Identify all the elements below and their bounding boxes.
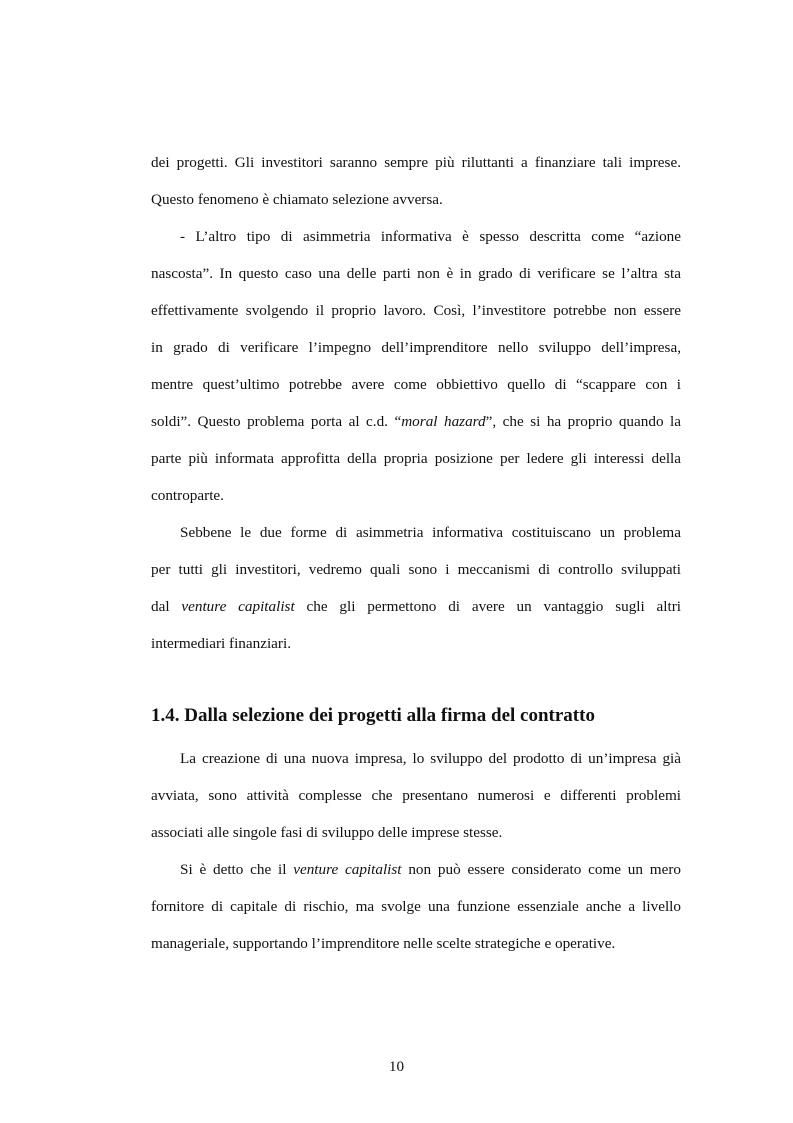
text-segment: ”, che si ha proprio quando la <box>485 413 681 430</box>
text-line <box>151 588 681 625</box>
text-line <box>151 851 681 888</box>
text-segment: Si è detto che il <box>180 861 294 878</box>
text-line: manageriale, supportando l’imprenditore nelle scelte strategiche e operative. <box>151 935 616 952</box>
page-number: 10 <box>388 1058 405 1075</box>
text-segment: dal <box>151 598 182 615</box>
text-line: in grado di verificare l’impegno dell’imprenditore nello sviluppo dell’impresa, <box>151 339 681 356</box>
text-line: nascosta”. In questo caso una delle parti non è in grado di verificare se l’altra sta <box>151 265 681 282</box>
text-segment: soldi”. Questo problema porta al c.d. “ <box>151 413 402 430</box>
text-line: Sebbene le due forme di asimmetria informativa costituiscano un problema <box>180 524 681 541</box>
emphasis-venture-capitalist: venture capitalist <box>181 598 295 615</box>
body-text-top <box>151 144 681 662</box>
text-line: associati alle singole fasi di sviluppo delle imprese stesse. <box>151 824 503 841</box>
text-line: fornitore di capitale di rischio, ma svolge una funzione essenziale anche a livello <box>151 898 681 915</box>
text-segment: che gli permettono di avere un vantaggio sugli altri <box>294 598 681 615</box>
text-line: mentre quest’ultimo potrebbe avere come obbiettivo quello di “scappare con i <box>151 376 681 393</box>
emphasis-moral-hazard: moral hazard <box>401 413 486 430</box>
text-line: dei progetti. Gli investitori saranno sempre più riluttanti a finanziare tali imprese. <box>151 154 681 171</box>
text-line: La creazione di una nuova impresa, lo sviluppo del prodotto di un’impresa già <box>180 750 681 767</box>
section-heading: 1.4. Dalla selezione dei progetti alla firma del contratto <box>151 705 595 726</box>
text-line: avviata, sono attività complesse che presentano numerosi e differenti problemi <box>151 787 681 804</box>
text-line: effettivamente svolgendo il proprio lavoro. Così, l’investitore potrebbe non essere <box>151 302 681 319</box>
body-text-section <box>151 740 681 962</box>
text-line: Questo fenomeno è chiamato selezione avversa. <box>151 191 443 208</box>
text-segment: non può essere considerato come un mero <box>401 861 681 878</box>
text-line: per tutti gli investitori, vedremo quali sono i meccanismi di controllo sviluppati <box>151 561 681 578</box>
emphasis-venture-capitalist: venture capitalist <box>293 861 402 878</box>
text-line: controparte. <box>151 487 224 504</box>
text-line: - L’altro tipo di asimmetria informativa è spesso descritta come “azione <box>180 228 681 245</box>
text-line: parte più informata approfitta della propria posizione per ledere gli interessi della <box>151 450 681 467</box>
text-line: intermediari finanziari. <box>151 635 291 652</box>
text-line <box>151 403 681 440</box>
